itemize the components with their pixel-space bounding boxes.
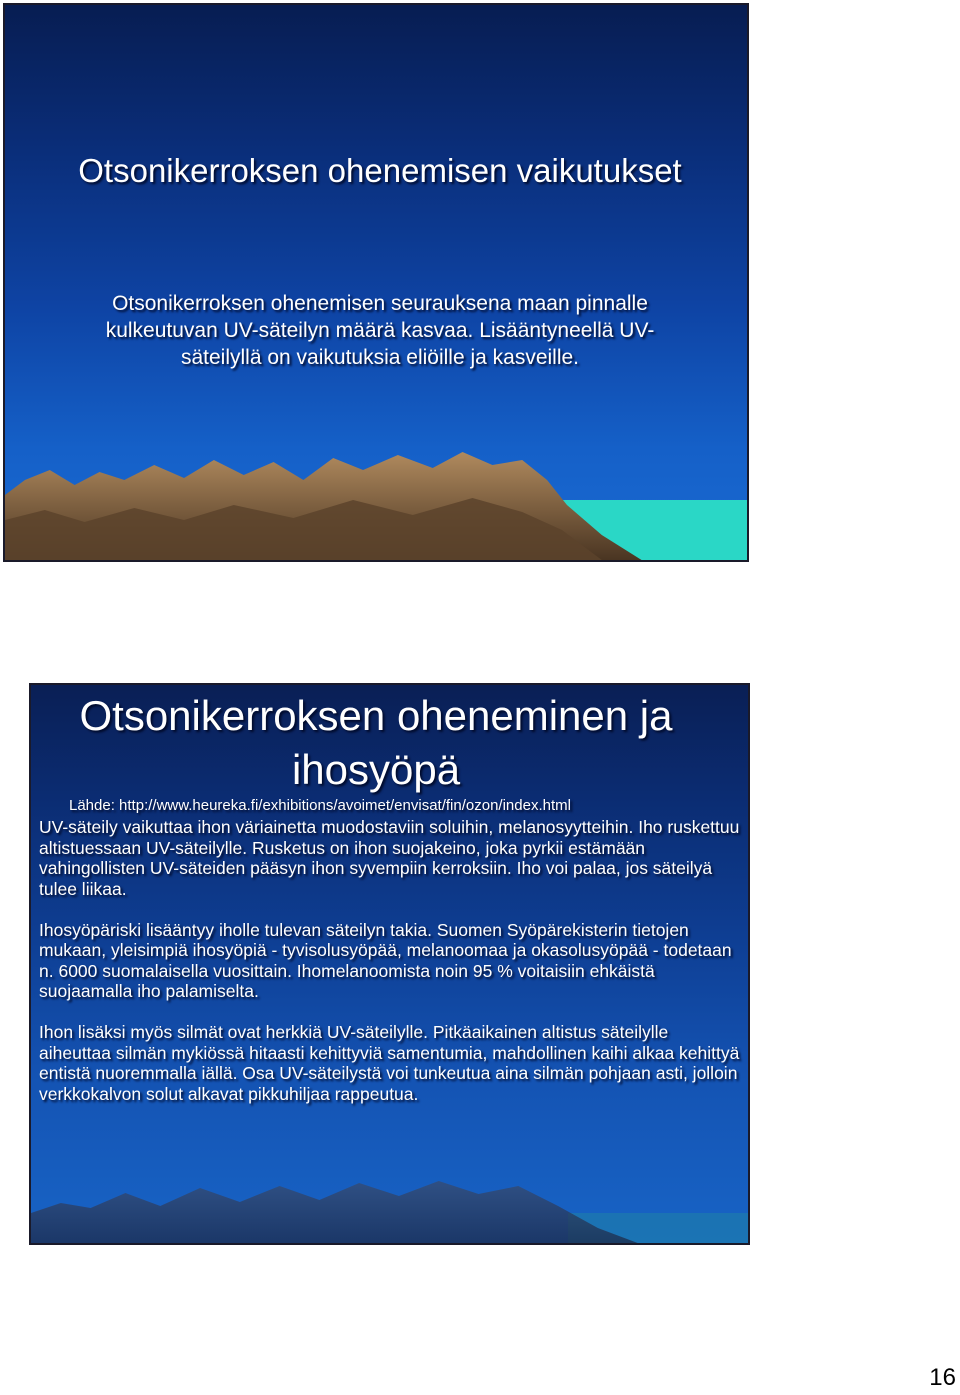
slide-2-body: [39, 817, 744, 1125]
source-line: [69, 796, 729, 816]
slide-1: [3, 3, 749, 562]
slide-1-title: Otsonikerroksen ohenemisen vaikutukset: [78, 152, 682, 189]
paragraph-skin-cancer: Ihosyöpäriski lisääntyy iholle tulevan säteilyn takia. Suomen Syöpärekisterin tietojen mukaan, yleisimpiä ihosyöpiä - tyvisolusyöpää, melanoomaa ja okasolusyöpää - todetaan n. 6000 suomalaisella vuosittain. Ihomelanoomista noin 95 % voitaisiin ehkäistä suojaamalla iho palamiselta.: [39, 919, 732, 1001]
mountains-landscape: [5, 450, 747, 560]
slide-2-title: Otsonikerroksen oheneminen ja ihosyöpä: [79, 692, 673, 793]
source-link[interactable]: http://www.heureka.fi/exhibitions/avoimet/envisat/fin/ozon/index.html: [119, 797, 571, 814]
paragraph-eyes: Ihon lisäksi myös silmät ovat herkkiä UV-säteilylle. Pitkäaikainen altistus säteilylle aiheuttaa silmän mykiössä hitaasti kehittyviä samentumia, mahdollinen kaihi alkaa kehittyä entistä nuoremmalla iällä. Osa UV-säteilystä voi tunkeutua aina silmän pohjaan asti, jolloin verkkokalvon solut alkavat pikkuhiljaa rappeutua.: [39, 1022, 740, 1104]
page-number: 16: [929, 1364, 956, 1391]
source-label: Lähde:: [69, 797, 120, 814]
paragraph-uv-skin: UV-säteily vaikuttaa ihon väriainetta muodostaviin soluihin, melanosyytteihin. Iho ruskettuu altistuessaan UV-säteilylle. Rusketus on ihon suojakeino, joka pyrkii estämään vahingollisten UV-säteiden pääsyn ihon syvempiin kerroksiin. Iho voi palaa, jos säteilyä tulee liikaa.: [39, 817, 740, 899]
slide-1-body: Otsonikerroksen ohenemisen seurauksena maan pinnalle kulkeutuvan UV-säteilyn määrä kasvaa. Lisääntyneellä UV-säteilyllä on vaikutuksia eliöille ja kasveille.: [105, 292, 655, 369]
slide-2: [29, 683, 750, 1245]
mountains-landscape: [31, 1178, 748, 1243]
